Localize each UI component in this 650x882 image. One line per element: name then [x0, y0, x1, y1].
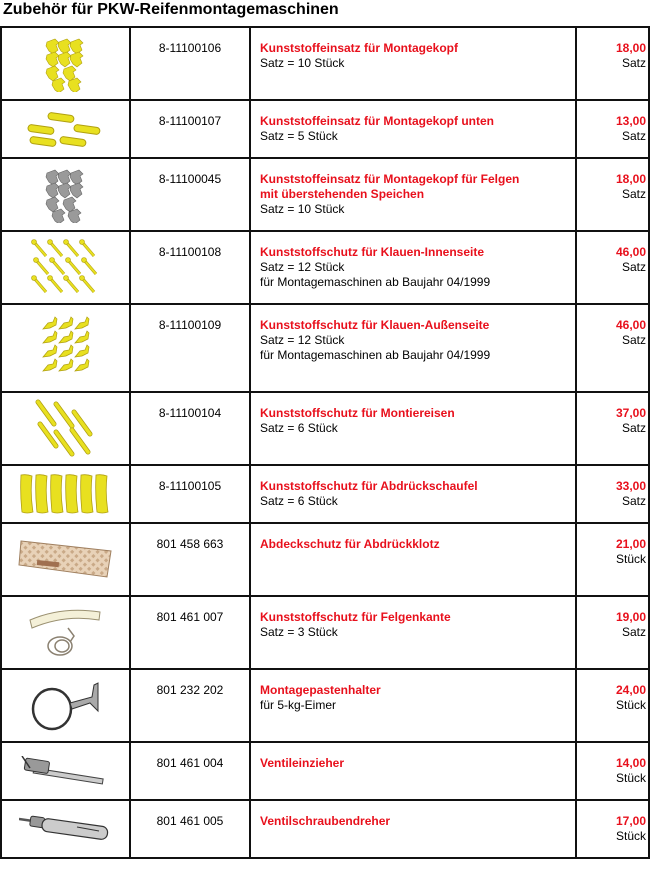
price-value: 24,00 — [615, 683, 646, 697]
table-row — [1, 742, 649, 800]
price-value: 19,00 — [615, 610, 646, 624]
product-image-cell — [1, 800, 130, 858]
valve-screwdriver-icon — [2, 813, 129, 845]
price-value: 14,00 — [615, 756, 646, 770]
product-image-cell — [1, 465, 130, 523]
product-image-cell — [1, 27, 130, 100]
product-image-cell — [1, 158, 130, 231]
product-detail: für 5-kg-Eimer — [260, 698, 337, 712]
product-detail: Satz = 10 Stück — [260, 202, 345, 216]
product-image-cell — [1, 392, 130, 465]
article-number: 8-11100045 — [130, 158, 250, 231]
product-name: Ventileinzieher — [260, 756, 345, 770]
price-cell — [576, 742, 649, 800]
product-name: Kunststoffschutz für Montiereisen — [260, 406, 455, 420]
product-name: Kunststoffeinsatz für Montagekopf für Felgen — [260, 172, 520, 186]
product-image-cell — [1, 669, 130, 742]
table-row — [1, 27, 649, 100]
claw-inner-protector-icon — [2, 238, 129, 298]
grey-insert-icon — [2, 167, 129, 223]
product-name: Kunststoffschutz für Abdrückschaufel — [260, 479, 478, 493]
yellow-strip-icon — [2, 106, 129, 152]
product-detail: Satz = 12 Stück — [260, 333, 345, 347]
article-number: 8-11100104 — [130, 392, 250, 465]
description-cell — [250, 742, 576, 800]
description-cell — [250, 669, 576, 742]
product-image-cell — [1, 304, 130, 392]
article-number: 8-11100105 — [130, 465, 250, 523]
product-name: Montagepastenhalter — [260, 683, 381, 697]
table-row — [1, 158, 649, 231]
table-row — [1, 304, 649, 392]
price-value: 46,00 — [615, 245, 646, 259]
accessory-table — [0, 26, 650, 859]
description-cell — [250, 392, 576, 465]
price-unit: Satz — [621, 333, 646, 347]
product-detail: Satz = 10 Stück — [260, 56, 345, 70]
table-row — [1, 231, 649, 304]
table-row — [1, 669, 649, 742]
table-row — [1, 392, 649, 465]
description-cell — [250, 596, 576, 669]
product-name: Kunststoffschutz für Felgenkante — [260, 610, 451, 624]
product-detail: Satz = 12 Stück — [260, 260, 345, 274]
product-name: Abdeckschutz für Abdrückklotz — [260, 537, 440, 551]
article-number: 801 232 202 — [130, 669, 250, 742]
product-image-cell — [1, 596, 130, 669]
price-value: 18,00 — [615, 172, 646, 186]
product-name: Kunststoffeinsatz für Montagekopf — [260, 41, 458, 55]
product-name: Kunststoffeinsatz für Montagekopf unten — [260, 114, 494, 128]
article-number: 801 461 005 — [130, 800, 250, 858]
description-cell — [250, 158, 576, 231]
price-unit: Satz — [621, 260, 646, 274]
product-detail: Satz = 6 Stück — [260, 494, 338, 508]
description-cell — [250, 27, 576, 100]
product-name: mit überstehenden Speichen — [260, 187, 425, 201]
claw-outer-protector-icon — [2, 315, 129, 381]
article-number: 8-11100108 — [130, 231, 250, 304]
cover-pad-icon — [2, 537, 129, 583]
product-image-cell — [1, 231, 130, 304]
valve-puller-icon — [2, 756, 129, 786]
product-detail: Satz = 6 Stück — [260, 421, 338, 435]
page-title: Zubehör für PKW-Reifenmontagemaschinen — [3, 1, 339, 18]
price-unit: Satz — [621, 187, 646, 201]
table-row — [1, 100, 649, 158]
price-unit: Stück — [615, 771, 646, 785]
price-unit: Satz — [621, 625, 646, 639]
description-cell — [250, 523, 576, 596]
price-unit: Satz — [621, 421, 646, 435]
price-value: 46,00 — [615, 318, 646, 332]
price-cell — [576, 100, 649, 158]
price-cell — [576, 27, 649, 100]
product-image-cell — [1, 100, 130, 158]
paste-holder-icon — [2, 679, 129, 733]
product-name: Ventilschraubendreher — [260, 814, 391, 828]
description-cell — [250, 465, 576, 523]
price-value: 17,00 — [615, 814, 646, 828]
yellow-insert-icon — [2, 36, 129, 92]
price-cell — [576, 800, 649, 858]
price-value: 33,00 — [615, 479, 646, 493]
article-number: 801 458 663 — [130, 523, 250, 596]
tire-iron-protector-icon — [2, 398, 129, 460]
table-row — [1, 596, 649, 669]
price-value: 18,00 — [615, 41, 646, 55]
description-cell — [250, 100, 576, 158]
price-unit: Satz — [621, 129, 646, 143]
table-row — [1, 523, 649, 596]
product-name: Kunststoffschutz für Klauen-Innenseite — [260, 245, 485, 259]
table-row — [1, 800, 649, 858]
product-detail: für Montagemaschinen ab Baujahr 04/1999 — [260, 348, 491, 362]
price-cell — [576, 392, 649, 465]
price-cell — [576, 596, 649, 669]
price-value: 37,00 — [615, 406, 646, 420]
price-cell — [576, 523, 649, 596]
article-number: 8-11100106 — [130, 27, 250, 100]
description-cell — [250, 800, 576, 858]
price-cell — [576, 158, 649, 231]
product-detail: Satz = 3 Stück — [260, 625, 338, 639]
price-unit: Satz — [621, 494, 646, 508]
table-row — [1, 465, 649, 523]
price-cell — [576, 465, 649, 523]
price-unit: Satz — [621, 56, 646, 70]
price-cell — [576, 669, 649, 742]
price-value: 13,00 — [615, 114, 646, 128]
product-detail: Satz = 5 Stück — [260, 129, 338, 143]
description-cell — [250, 304, 576, 392]
article-number: 8-11100109 — [130, 304, 250, 392]
product-image-cell — [1, 742, 130, 800]
price-unit: Stück — [615, 829, 646, 843]
product-name: Kunststoffschutz für Klauen-Außenseite — [260, 318, 490, 332]
rim-edge-protector-icon — [2, 606, 129, 660]
price-value: 21,00 — [615, 537, 646, 551]
bead-shovel-protector-icon — [2, 473, 129, 515]
article-number: 801 461 004 — [130, 742, 250, 800]
product-image-cell — [1, 523, 130, 596]
product-detail: für Montagemaschinen ab Baujahr 04/1999 — [260, 275, 491, 289]
article-number: 801 461 007 — [130, 596, 250, 669]
description-cell — [250, 231, 576, 304]
price-cell — [576, 304, 649, 392]
price-unit: Stück — [615, 698, 646, 712]
article-number: 8-11100107 — [130, 100, 250, 158]
price-unit: Stück — [615, 552, 646, 566]
price-cell — [576, 231, 649, 304]
